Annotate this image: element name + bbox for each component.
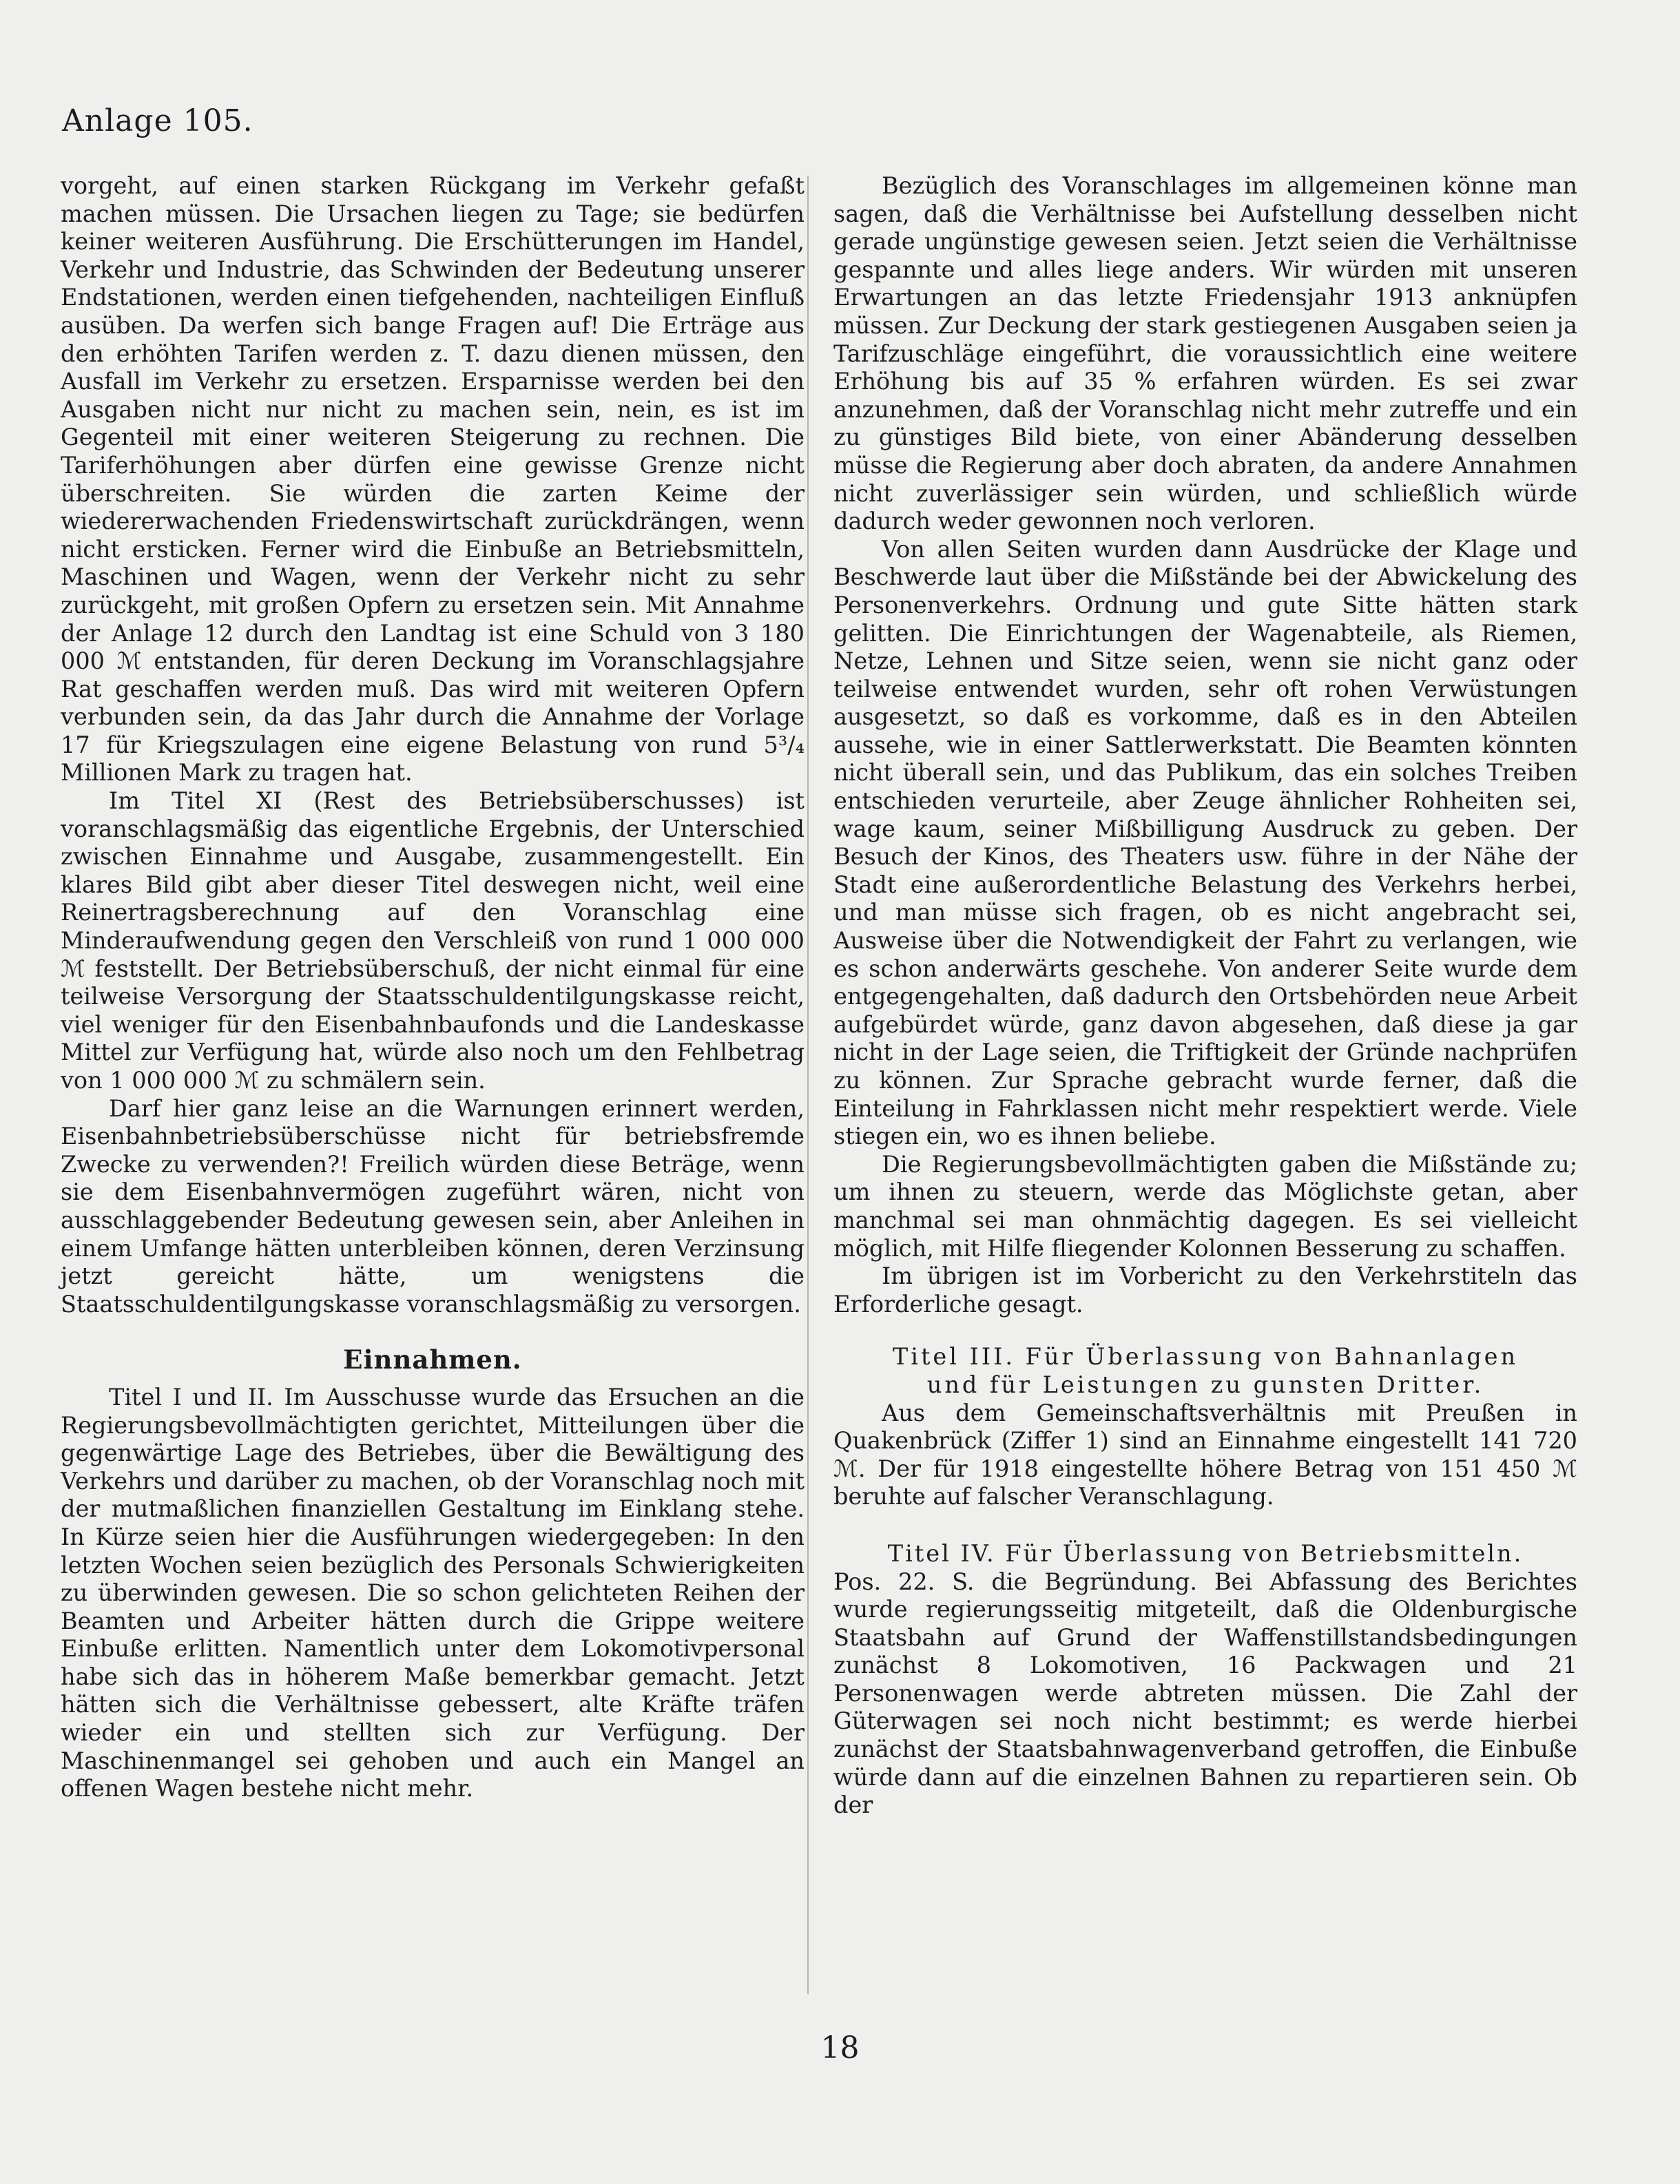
paragraph: Titel I und II. Im Ausschusse wurde das Ersuchen an die Regierungsbevollmächtigten gerichtet, Mitteilungen über die gegenwärtige Lage des Betriebes, über die Bewältigung des Verkehrs und darüber zu machen, ob der Voranschlag noch mit der mutmaßlichen finanziellen Gestaltung im Einklang stehe. In Kürze seien hier die Ausführungen wiedergegeben: In den letzten Wochen seien bezüglich des Personals Schwierigkeiten zu überwinden gewesen. Die so schon gelichteten Reihen der Beamten und Arbeiter hätten durch die Grippe weitere Einbuße erlitten. Namentlich unter dem Lokomotivpersonal habe sich das in höherem Maße bemerkbar gemacht. Jetzt hätten sich die Verhältnisse gebessert, alte Kräfte träfen wieder ein und stellten sich zur Verfügung. Der Maschinenmangel sei gehoben und auch ein Mangel an offenen Wagen bestehe nicht mehr. — [61, 1383, 805, 1802]
paragraph: Bezüglich des Voranschlages im allgemeinen könne man sagen, daß die Verhältnisse bei Aufstellung desselben nicht gerade ungünstige gewesen seien. Jetzt seien die Verhältnisse gespannte und alles liege anders. Wir würden mit unseren Erwartungen an das letzte Friedensjahr 1913 anknüpfen müssen. Zur Deckung der stark gestiegenen Ausgaben seien ja Tarifzuschläge eingeführt, die voraussichtlich eine weitere Erhöhung bis auf 35 % erfahren würden. Es sei zwar anzunehmen, daß der Voranschlag nicht mehr zutreffe und ein zu günstiges Bild biete, von einer Abänderung desselben müsse die Regierung aber doch abraten, da andere Annahmen nicht zuverlässiger sein würden, und schließlich würde dadurch weder gewonnen noch verloren. — [833, 172, 1577, 535]
paragraph: vorgeht, auf einen starken Rückgang im Verkehr gefaßt machen müssen. Die Ursachen liegen zu Tage; sie bedürfen keiner weiteren Ausführung. Die Erschütterungen im Handel, Verkehr und Industrie, das Schwinden der Bedeutung unserer Endstationen, werden einen tiefgehenden, nachteiligen Einfluß ausüben. Da werfen sich bange Fragen auf! Die Erträge aus den erhöhten Tarifen werden z. T. dazu dienen müssen, den Ausfall im Verkehr zu ersetzen. Ersparnisse werden bei den Ausgaben nicht nur nicht zu machen sein, nein, es ist im Gegenteil mit einer weiteren Steigerung zu rechnen. Die Tariferhöhungen aber dürfen eine gewisse Grenze nicht überschreiten. Sie würden die zarten Keime der wiedererwachenden Friedenswirtschaft zurückdrängen, wenn nicht ersticken. Ferner wird die Einbuße an Betriebsmitteln, Maschinen und Wagen, wenn der Verkehr nicht zu sehr zurückgeht, mit großen Opfern zu ersetzen sein. Mit Annahme der Anlage 12 durch den Landtag ist eine Schuld von 3 180 000 ℳ entstanden, für deren Deckung im Voranschlagsjahre Rat geschaffen werden muß. Das wird mit weiteren Opfern verbunden sein, da das Jahr durch die Annahme der Vorlage 17 für Kriegszulagen eine eigene Belastung von rund 5³/₄ Millionen Mark zu tragen hat. — [61, 172, 805, 787]
paragraph: Pos. 22. S. die Begründung. Bei Abfassung des Berichtes wurde regierungsseitig mitgeteilt, daß die Oldenburgische Staatsbahn auf Grund der Waffenstillstandsbedingungen zunächst 8 Lokomotiven, 16 Packwagen und 21 Personenwagen werde abtreten müssen. Die Zahl der Güterwagen sei noch nicht bestimmt; es werde hierbei zunächst der Staatsbahnwagenverband getroffen, die Einbuße würde dann auf die einzelnen Bahnen zu repartieren sein. Ob der — [833, 1568, 1577, 1819]
paragraph: Die Regierungsbevollmächtigten gaben die Mißstände zu; um ihnen zu steuern, werde das Möglichste getan, aber manchmal sei man ohnmächtig dagegen. Es sei vielleicht möglich, mit Hilfe fliegender Kolonnen Besserung zu schaffen. — [833, 1150, 1577, 1262]
paragraph: Aus dem Gemeinschaftsverhältnis mit Preußen in Quakenbrück (Ziffer 1) sind an Einnahme eingestellt 141 720 ℳ. Der für 1918 eingestellte höhere Betrag von 151 450 ℳ beruhte auf falscher Veranschlagung. — [833, 1399, 1577, 1510]
paragraph: Darf hier ganz leise an die Warnungen erinnert werden, Eisenbahnbetriebsüberschüsse nicht für betriebsfremde Zwecke zu verwenden?! Freilich würden diese Beträge, wenn sie dem Eisenbahnvermögen zugeführt wären, nicht von ausschlaggebender Bedeutung gewesen sein, aber Anleihen in einem Umfange hätten unterbleiben können, deren Verzinsung jetzt gereicht hätte, um wenigstens die Staatsschuldentilgungskasse voranschlagsmäßig zu versorgen. — [61, 1094, 805, 1318]
subsection-title: Titel IV. Für Überlassung von Betriebsmitteln. — [887, 1539, 1524, 1567]
annex-label: Anlage 105. — [62, 103, 253, 138]
subsection-title-line-1: Titel III. Für Überlassung von Bahnanlagen — [892, 1343, 1519, 1371]
paragraph: Im Titel XI (Rest des Betriebsüberschusses) ist voranschlagsmäßig das eigentliche Ergebnis, der Unterschied zwischen Einnahme und Ausgabe, zusammengestellt. Ein klares Bild gibt aber dieser Titel deswegen nicht, weil eine Reinertragsberechnung auf den Voranschlag eine Minderaufwendung gegen den Verschleiß von rund 1 000 000 ℳ feststellt. Der Betriebsüberschuß, der nicht einmal für eine teilweise Versorgung der Staatsschuldentilgungskasse reicht, viel weniger für den Eisenbahnbaufonds und die Landeskasse Mittel zur Verfügung hat, würde also noch um den Fehlbetrag von 1 000 000 ℳ zu schmälern sein. — [61, 787, 805, 1094]
left-column — [61, 172, 805, 1803]
paragraph: Von allen Seiten wurden dann Ausdrücke der Klage und Beschwerde laut über die Mißstände bei der Abwickelung des Personenverkehrs. Ordnung und gute Sitte hätten stark gelitten. Die Einrichtungen der Wagenabteile, als Riemen, Netze, Lehnen und Sitze seien, wenn sie nicht ganz oder teilweise entwendet wurden, sehr oft rohen Verwüstungen ausgesetzt, so daß es vorkomme, daß es in den Abteilen aussehe, wie in einer Sattlerwerkstatt. Die Beamten könnten nicht überall sein, und das Publikum, das ein solches Treiben entschieden verurteile, aber Zeuge ähnlicher Rohheiten sei, wage kaum, seiner Mißbilligung Ausdruck zu geben. Der Besuch der Kinos, des Theaters usw. führe in der Nähe der Stadt eine außerordentliche Belastung des Verkehrs herbei, und man müsse sich fragen, ob es nicht angebracht sei, Ausweise über die Notwendigkeit der Fahrt zu verlangen, wie es schon anderwärts geschehe. Von anderer Seite wurde dem entgegengehalten, daß dadurch den Ortsbehörden neue Arbeit aufgebürdet würde, ganz davon abgesehen, daß diese ja gar nicht in der Lage seien, die Triftigkeit der Gründe nachprüfen zu können. Zur Sprache gebracht wurde ferner, daß die Einteilung in Fahrklassen nicht mehr respektiert werde. Viele stiegen ein, wo es ihnen beliebe. — [833, 535, 1577, 1150]
right-column — [833, 172, 1577, 1820]
page-number: 18 — [820, 2030, 860, 2066]
column-divider — [807, 176, 809, 1994]
section-title: Einnahmen. — [343, 1344, 522, 1375]
paragraph: Im übrigen ist im Vorbericht zu den Verkehrstiteln das Erforderliche gesagt. — [833, 1262, 1577, 1318]
subsection-title-line-2: und für Leistungen zu gunsten Dritter. — [926, 1371, 1484, 1398]
